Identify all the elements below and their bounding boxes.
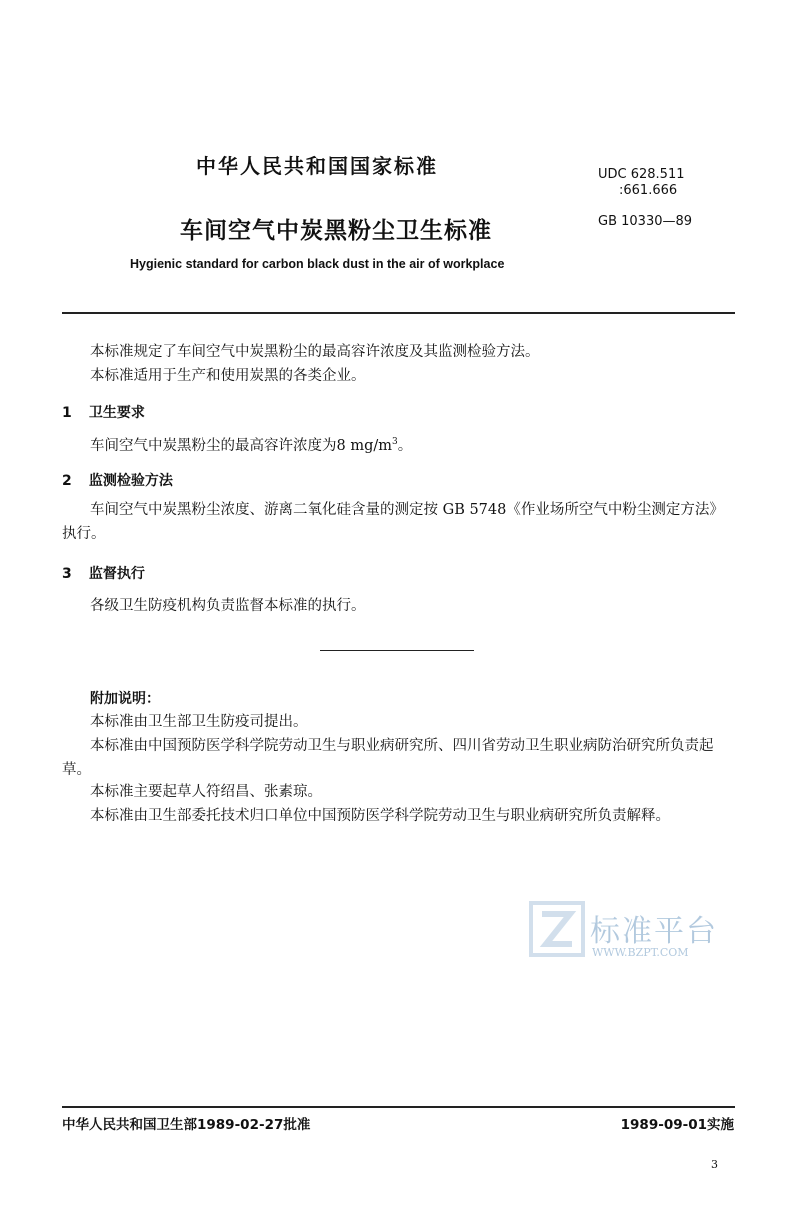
watermark-url: WWW.BZPT.COM [592, 946, 689, 959]
section-1-text [90, 432, 412, 456]
english-title: Hygienic standard for carbon black dust in the air of workplace [130, 257, 505, 271]
section-1-text-main: 车间空气中炭黑粉尘的最高容许浓度为8 mg/m [90, 437, 392, 454]
page-number: 3 [711, 1158, 718, 1171]
standard-title: 车间空气中炭黑粉尘卫生标准 [180, 218, 492, 244]
watermark-logo-icon [528, 900, 586, 958]
gb-number: GB 10330—89 [598, 214, 693, 229]
section-3-heading [62, 563, 145, 583]
section-2-title: 监测检验方法 [88, 473, 173, 489]
section-3-text: 各级卫生防疫机构负责监督本标准的执行。 [90, 598, 366, 614]
section-2-number: 2 [62, 473, 72, 489]
section-1-title: 卫生要求 [88, 405, 145, 421]
effective-date: 1989-09-01实施 [620, 1117, 734, 1133]
section-1-heading [62, 402, 145, 422]
section-3-title: 监督执行 [88, 566, 145, 582]
footer-divider [62, 1106, 735, 1108]
section-2-text: 车间空气中炭黑粉尘浓度、游离二氧化硅含量的测定按 GB 5748《作业场所空气中粉尘测定方法》执行。 [62, 502, 724, 542]
intro-paragraph-2: 本标准适用于生产和使用炭黑的各类企业。 [90, 368, 366, 384]
udc-line-1: UDC 628.511 [598, 167, 685, 182]
notes-heading: 附加说明： [90, 691, 160, 707]
section-3-number: 3 [62, 566, 72, 582]
note-item-1: 本标准由卫生部卫生防疫司提出。 [90, 714, 308, 730]
udc-code [598, 167, 685, 199]
end-of-text-rule [320, 650, 474, 651]
approval-line: 中华人民共和国卫生部1989-02-27批准 [62, 1117, 311, 1133]
section-1-number: 1 [62, 405, 72, 421]
section-1-superscript: 3 [392, 437, 398, 447]
note-item-2: 本标准由中国预防医学科学院劳动卫生与职业病研究所、四川省劳动卫生职业病防治研究所负责起草。 [62, 738, 714, 778]
header-divider [62, 312, 735, 314]
intro-paragraph-1: 本标准规定了车间空气中炭黑粉尘的最高容许浓度及其监测检验方法。 [90, 344, 540, 360]
note-item-3: 本标准主要起草人符绍昌、张素琼。 [90, 784, 322, 800]
section-1-text-end: 。 [397, 437, 413, 454]
section-2-heading [62, 470, 173, 490]
note-item-4: 本标准由卫生部委托技术归口单位中国预防医学科学院劳动卫生与职业病研究所负责解释。 [90, 808, 670, 824]
watermark-text: 标准平台 [590, 914, 718, 949]
issuing-authority-title: 中华人民共和国国家标准 [196, 154, 438, 178]
udc-line-2: :661.666 [619, 183, 678, 198]
